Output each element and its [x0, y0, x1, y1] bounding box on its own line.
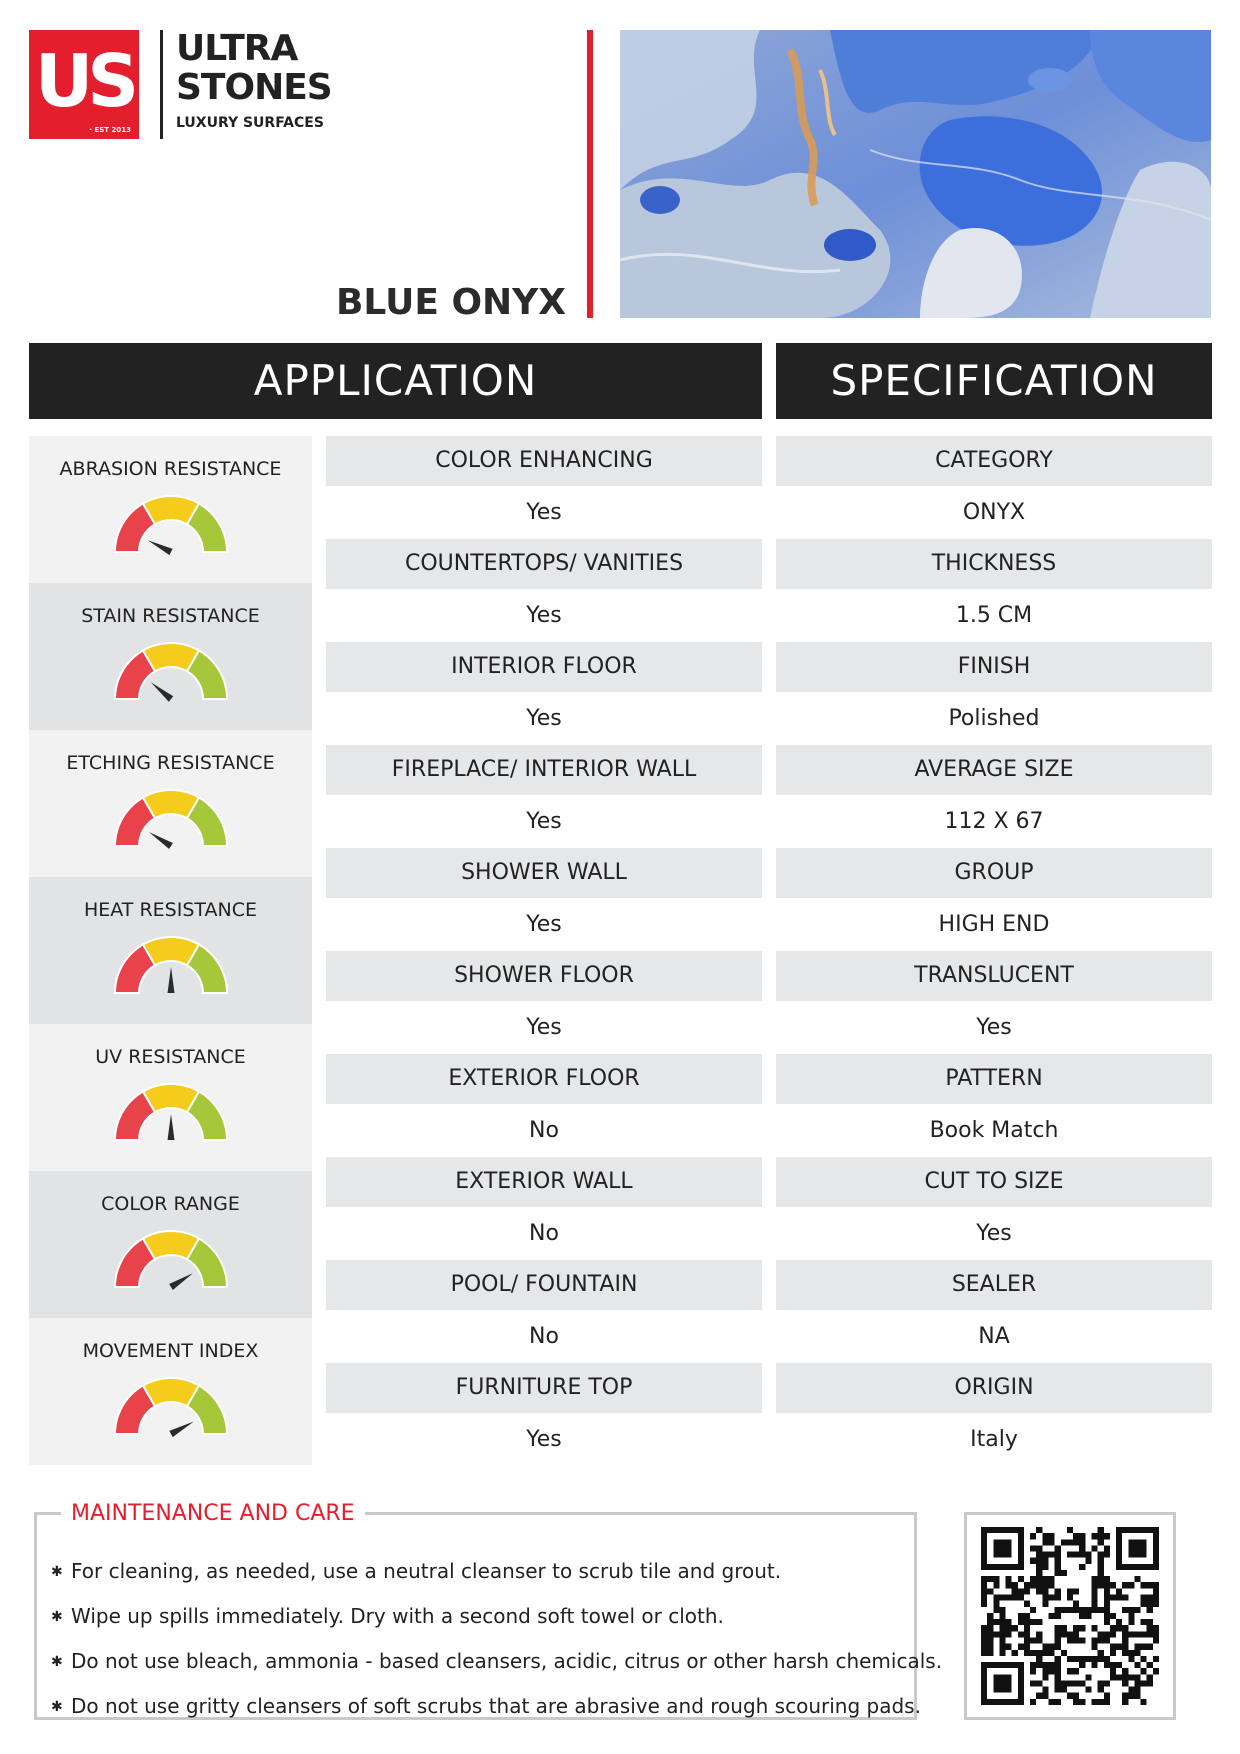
table-row-value: Yes	[526, 603, 562, 628]
gauge-label: MOVEMENT INDEX	[82, 1340, 259, 1362]
table-row-label: EXTERIOR FLOOR	[326, 1054, 762, 1104]
table-row-value: 1.5 CM	[955, 603, 1033, 628]
table-row-label: COLOR ENHANCING	[326, 436, 762, 486]
qr-code-icon	[981, 1527, 1159, 1705]
table-row-label: SHOWER FLOOR	[326, 951, 762, 1001]
gauge-meter	[113, 641, 229, 703]
table-row-value: Book Match	[929, 1118, 1059, 1143]
asterisk-icon: ✱	[51, 1564, 63, 1580]
table-row-label: CUT TO SIZE	[776, 1157, 1212, 1207]
gauge-label: HEAT RESISTANCE	[83, 899, 257, 921]
gauge-cell	[29, 583, 312, 730]
table-row-value: Italy	[970, 1427, 1018, 1452]
gauge-needle	[169, 1421, 193, 1437]
specification-table	[776, 436, 1212, 1466]
table-row-value: Yes	[526, 500, 562, 525]
product-title: BLUE ONYX	[335, 282, 566, 323]
table-row-label: FURNITURE TOP	[326, 1363, 762, 1413]
application-header: APPLICATION	[29, 343, 762, 419]
brand-tagline: LUXURY SURFACES	[176, 115, 324, 131]
table-row-label: FINISH	[776, 642, 1212, 692]
gauge-cell	[29, 436, 312, 583]
table-row-value: Yes	[976, 1221, 1012, 1246]
asterisk-icon: ✱	[51, 1654, 63, 1670]
brand-line-1: ULTRA	[176, 28, 298, 69]
gauge-needle	[169, 1273, 193, 1290]
logo-est: · EST 2013	[89, 126, 131, 134]
brand-line-2: STONES	[176, 67, 332, 108]
gauge-needle	[149, 832, 173, 849]
table-row-value: Yes	[976, 1015, 1012, 1040]
gauge-label: COLOR RANGE	[101, 1193, 240, 1215]
list-item	[51, 1594, 942, 1639]
maintenance-text: For cleaning, as needed, use a neutral cleanser to scrub tile and grout.	[71, 1559, 782, 1583]
gauge-column	[29, 436, 312, 1465]
gauge-cell	[29, 1024, 312, 1171]
table-row-label: FIREPLACE/ INTERIOR WALL	[326, 745, 762, 795]
gauge-label: STAIN RESISTANCE	[81, 605, 260, 627]
gauge-label: ETCHING RESISTANCE	[66, 752, 275, 774]
gauge-meter	[113, 494, 229, 556]
table-row-value: Yes	[526, 1427, 562, 1452]
table-row-label: INTERIOR FLOOR	[326, 642, 762, 692]
gauge-needle	[148, 540, 173, 555]
logo-divider	[160, 30, 163, 139]
table-row-label: TRANSLUCENT	[776, 951, 1212, 1001]
maintenance-text: Do not use gritty cleansers of soft scrubs that are abrasive and rough scouring pads.	[71, 1694, 921, 1718]
table-row-value: No	[529, 1118, 559, 1143]
maintenance-text: Wipe up spills immediately. Dry with a second soft towel or cloth.	[71, 1604, 724, 1628]
table-row-value: 112 X 67	[944, 809, 1044, 834]
gauge-cell	[29, 877, 312, 1024]
gauge-label: ABRASION RESISTANCE	[59, 458, 282, 480]
table-row-label: CATEGORY	[776, 436, 1212, 486]
gauge-needle	[151, 682, 173, 701]
accent-divider	[587, 30, 593, 318]
stone-photo	[620, 30, 1211, 318]
gauge-label: UV RESISTANCE	[95, 1046, 246, 1068]
logo-mark	[29, 30, 139, 139]
table-row-label: POOL/ FOUNTAIN	[326, 1260, 762, 1310]
table-row-value: NA	[978, 1324, 1010, 1349]
application-table	[326, 436, 762, 1466]
table-row-value: Polished	[948, 706, 1040, 731]
gauge-meter	[113, 1376, 229, 1438]
table-row-label: THICKNESS	[776, 539, 1212, 589]
table-row-label: AVERAGE SIZE	[776, 745, 1212, 795]
stone-texture	[620, 30, 1211, 318]
gauge-cell	[29, 1171, 312, 1318]
list-item	[51, 1639, 942, 1684]
table-row-value: Yes	[526, 1015, 562, 1040]
logo-monogram: US	[34, 39, 134, 123]
table-row-value: Yes	[526, 912, 562, 937]
table-row-value: No	[529, 1221, 559, 1246]
list-item	[51, 1549, 942, 1594]
qr-code-frame	[964, 1512, 1176, 1720]
gauge-meter	[113, 1229, 229, 1291]
specification-header: SPECIFICATION	[776, 343, 1212, 419]
asterisk-icon: ✱	[51, 1699, 63, 1715]
table-row-value: Yes	[526, 809, 562, 834]
gauge-cell	[29, 730, 312, 877]
table-row-value: No	[529, 1324, 559, 1349]
maintenance-text: Do not use bleach, ammonia - based cleansers, acidic, citrus or other harsh chemicals.	[71, 1649, 943, 1673]
maintenance-box	[34, 1501, 943, 1720]
gauge-needle	[168, 967, 175, 993]
table-row-label: COUNTERTOPS/ VANITIES	[326, 539, 762, 589]
brand-name	[176, 30, 332, 134]
gauge-meter	[113, 935, 229, 997]
gauge-meter	[113, 788, 229, 850]
table-row-label: SEALER	[776, 1260, 1212, 1310]
table-row-label: ORIGIN	[776, 1363, 1212, 1413]
table-row-value: HIGH END	[938, 912, 1050, 937]
gauge-meter	[113, 1082, 229, 1144]
asterisk-icon: ✱	[51, 1609, 63, 1625]
table-row-label: SHOWER WALL	[326, 848, 762, 898]
table-row-label: PATTERN	[776, 1054, 1212, 1104]
table-row-value: Yes	[526, 706, 562, 731]
table-row-label: EXTERIOR WALL	[326, 1157, 762, 1207]
table-row-label: GROUP	[776, 848, 1212, 898]
gauge-cell	[29, 1318, 312, 1465]
gauge-needle	[168, 1114, 175, 1140]
list-item	[51, 1684, 942, 1729]
maintenance-title: MAINTENANCE AND CARE	[61, 1499, 365, 1529]
table-row-value: ONYX	[962, 500, 1026, 525]
maintenance-list	[51, 1549, 942, 1729]
